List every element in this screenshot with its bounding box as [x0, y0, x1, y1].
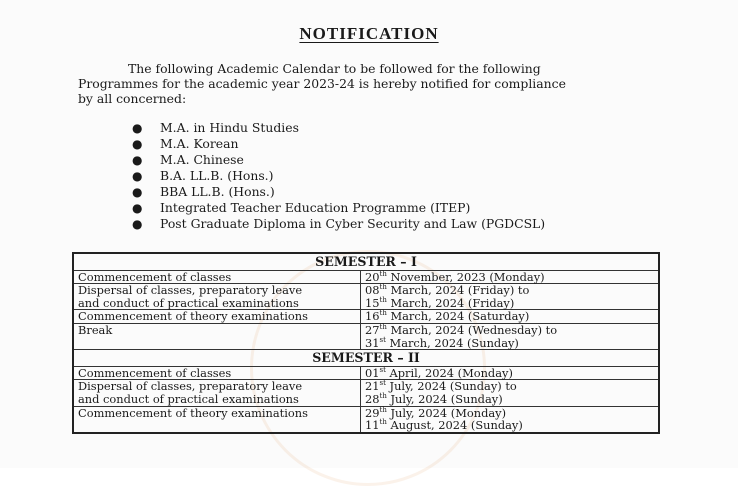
programme-list [132, 120, 545, 232]
semester-1-header-row [73, 253, 659, 270]
event-cell: Dispersal of classes, preparatory leave and conduct of practical examinations [73, 380, 361, 406]
semester-2-heading: SEMESTER – II [73, 350, 659, 367]
table-row [73, 406, 659, 433]
date-cell: 27th March, 2024 (Wednesday) to 31st March, 2024 (Sunday) [361, 323, 660, 349]
bullet-icon: ● [132, 153, 143, 167]
bullet-icon: ● [132, 201, 143, 215]
semester-1-heading: SEMESTER – I [73, 253, 659, 270]
table-row [73, 284, 659, 310]
list-item: ● BBA LL.B. (Hons.) [132, 184, 275, 199]
list-item: ● M.A. Chinese [132, 152, 244, 167]
bullet-icon: ● [132, 169, 143, 183]
bullet-icon: ● [132, 137, 143, 151]
intro-line-3: by all concerned: [78, 90, 187, 106]
table-row [73, 366, 659, 380]
list-item: ● Post Graduate Diploma in Cyber Security and Law (PGDCSL) [132, 216, 546, 231]
list-item: ● M.A. in Hindu Studies [132, 120, 299, 135]
table-row [73, 323, 659, 349]
table-row [73, 310, 659, 324]
semester-2-header-row [73, 350, 659, 367]
event-cell: Commencement of theory examinations [73, 310, 361, 324]
bullet-icon: ● [132, 217, 143, 231]
date-cell: 01st April, 2024 (Monday) [361, 366, 660, 380]
intro-line-2: Programmes for the academic year 2023-24 is hereby notified for compliance [78, 75, 566, 91]
event-cell: Break [73, 323, 361, 349]
date-cell: 20th November, 2023 (Monday) [361, 270, 660, 284]
event-cell: Commencement of theory examinations [73, 406, 361, 433]
date-cell: 21st July, 2024 (Sunday) to 28th July, 2024 (Sunday) [361, 380, 660, 406]
date-cell: 29th July, 2024 (Monday) 11th August, 2024 (Sunday) [361, 406, 660, 433]
date-cell: 16th March, 2024 (Saturday) [361, 310, 660, 324]
table-row [73, 270, 659, 284]
event-cell: Commencement of classes [73, 366, 361, 380]
page-title: NOTIFICATION [299, 24, 439, 43]
table-row [73, 380, 659, 406]
date-cell: 08th March, 2024 (Friday) to 15th March, 2024 (Friday) [361, 284, 660, 310]
list-item: ● Integrated Teacher Education Programme (ITEP) [132, 200, 471, 215]
bullet-icon: ● [132, 121, 143, 135]
list-item: ● M.A. Korean [132, 136, 239, 151]
event-cell: Dispersal of classes, preparatory leave and conduct of practical examinations [73, 284, 361, 310]
intro-paragraph [78, 62, 654, 106]
academic-calendar-table [72, 252, 660, 434]
intro-line-1: The following Academic Calendar to be followed for the following [128, 61, 541, 76]
event-cell: Commencement of classes [73, 270, 361, 284]
bullet-icon: ● [132, 185, 143, 199]
list-item: ● B.A. LL.B. (Hons.) [132, 168, 274, 183]
